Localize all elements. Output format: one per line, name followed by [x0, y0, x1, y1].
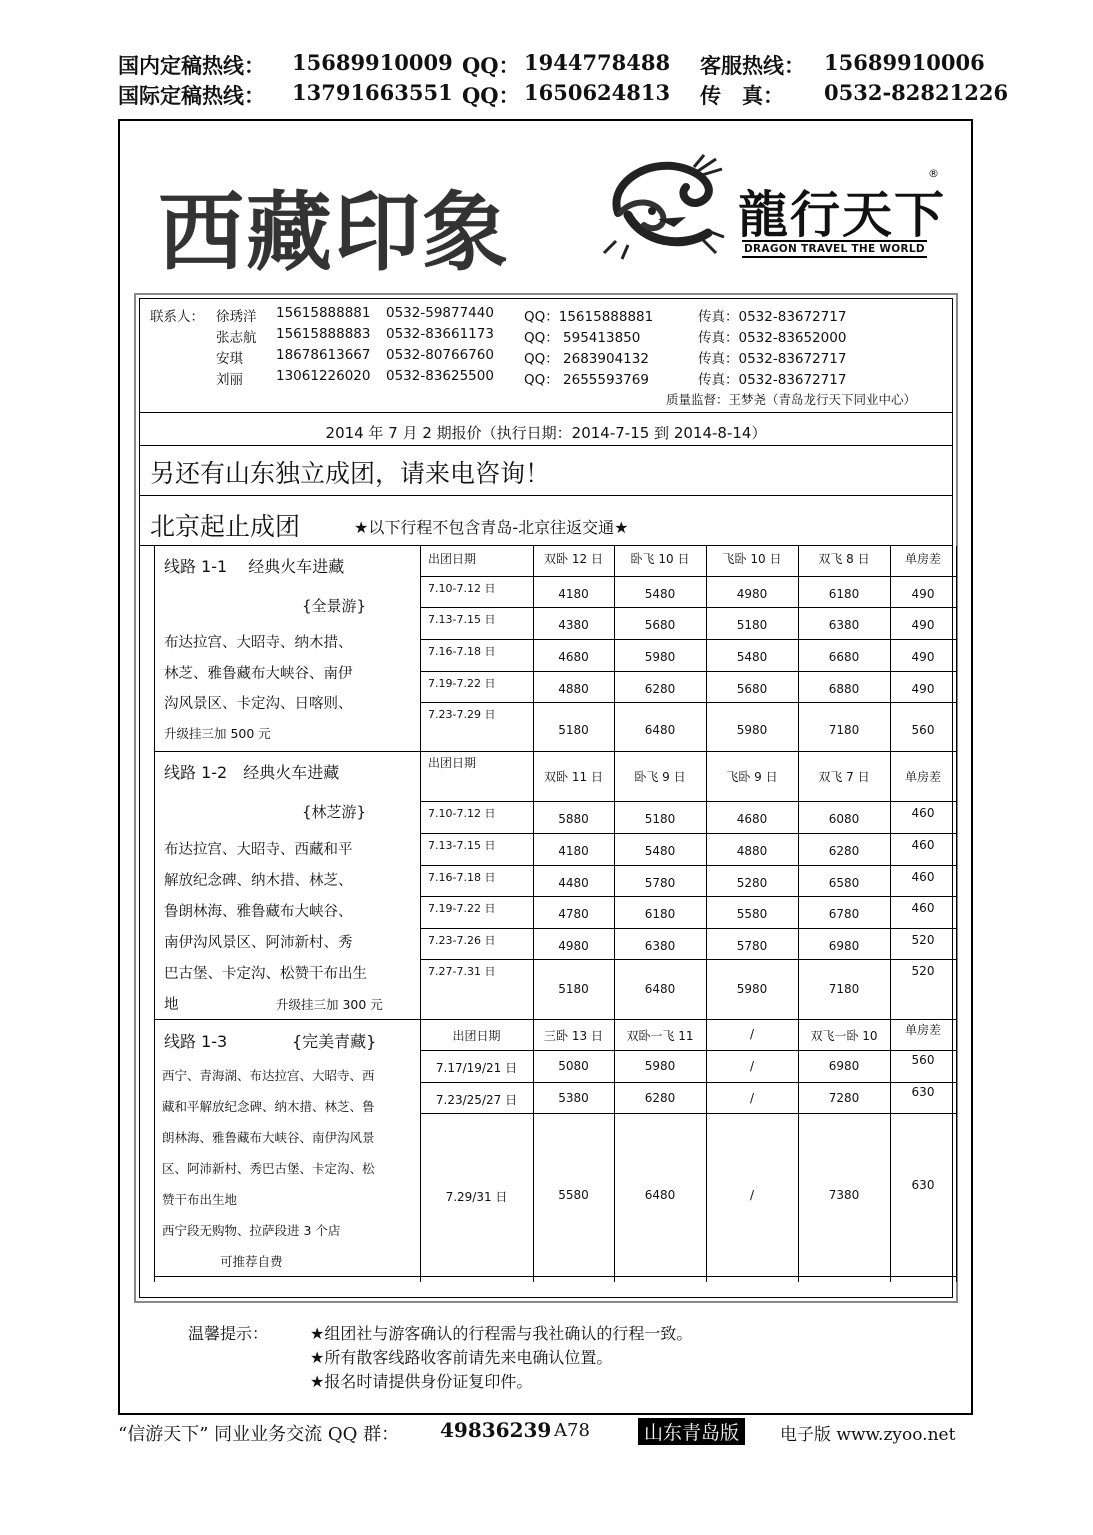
price-cell: 490 — [911, 618, 935, 632]
route-desc-line: 地 — [164, 997, 179, 1013]
dragon-logo-icon — [598, 153, 728, 263]
contact-name: 刘丽 — [216, 372, 243, 388]
route-sub: {全景游} — [302, 597, 367, 615]
price-cell: 5480 — [644, 587, 676, 601]
route-desc-line: 藏和平解放纪念碑、纳木措、林芝、鲁 — [162, 1099, 375, 1114]
price-cell: 6580 — [828, 876, 860, 890]
table-header: 双飞一卧 10 — [810, 1029, 878, 1043]
price-cell: 4180 — [558, 844, 589, 858]
price-cell: 4880 — [736, 844, 768, 858]
table-header: 单房差 — [904, 552, 941, 566]
price-cell: 6380 — [828, 618, 860, 632]
edition-badge: 山东青岛版 — [638, 1418, 745, 1445]
route-desc-line: 西宁段无购物、拉萨段进 3 个店 — [162, 1223, 341, 1238]
route-desc-line: 林芝、雅鲁藏布大峡谷、南伊 — [164, 666, 353, 682]
price-cell: 6480 — [644, 982, 676, 996]
table-header: 双卧 12 日 — [544, 552, 603, 566]
table-header: 双飞 8 日 — [818, 552, 870, 566]
price-cell: 5480 — [644, 844, 676, 858]
price-table — [154, 546, 957, 1282]
date-cell: 7.29/31 日 — [445, 1190, 508, 1204]
route-desc-line: 巴古堡、卡定沟、松赞干布出生 — [164, 966, 367, 982]
table-header: 单房差 — [904, 1023, 941, 1037]
price-cell: 490 — [911, 587, 935, 601]
date-cell: 7.13-7.15 日 — [428, 613, 496, 626]
qq-number: 1944778488 — [524, 50, 671, 75]
price-cell: 7380 — [828, 1188, 860, 1202]
date-cell: 7.19-7.22 日 — [428, 902, 496, 915]
registered-mark: ® — [928, 167, 939, 180]
price-cell: 5680 — [736, 682, 768, 696]
contact-fax: 传真：0532-83672717 — [698, 351, 847, 367]
footer — [118, 1418, 978, 1448]
price-cell: 6280 — [828, 844, 860, 858]
price-cell: 4380 — [558, 618, 589, 632]
contact-mobile: 18678613667 — [276, 347, 371, 363]
beijing-title: 北京起止成团 — [150, 512, 301, 541]
price-cell: 5780 — [736, 939, 768, 953]
contact-phone: 0532-80766760 — [386, 347, 494, 363]
route-name: 线路 1-3 — [164, 1032, 228, 1051]
route-desc-line: 区、阿沛新村、秀巴古堡、卡定沟、松 — [162, 1161, 375, 1176]
route-desc-line: 朗林海、雅鲁藏布大峡谷、南伊沟风景 — [162, 1130, 375, 1145]
tip-item: ★组团社与游客确认的行程需与我社确认的行程一致。 — [310, 1324, 693, 1343]
table-header: 双卧一飞 11 — [626, 1029, 694, 1043]
contact-fax: 传真：0532-83672717 — [698, 372, 847, 388]
price-cell: 4680 — [558, 650, 589, 664]
contact-phone: 0532-83661173 — [386, 326, 494, 342]
route-desc-line: 解放纪念碑、纳木措、林芝、 — [164, 873, 353, 889]
route-desc-line: 布达拉宫、大昭寺、西藏和平 — [164, 842, 353, 858]
route-desc-line: 赞干布出生地 — [162, 1192, 238, 1207]
intl-hotline-number: 13791663551 — [292, 80, 453, 105]
ad-frame — [118, 119, 973, 1415]
price-cell: 5280 — [736, 876, 768, 890]
date-cell: 7.17/19/21 日 — [435, 1061, 518, 1075]
price-cell: 5980 — [736, 723, 768, 737]
price-cell: 460 — [911, 806, 935, 820]
service-hotline-number: 15689910006 — [824, 50, 985, 75]
route-desc-line: 鲁朗林海、雅鲁藏布大峡谷、 — [164, 904, 353, 920]
price-cell: 6280 — [644, 682, 676, 696]
tips-label: 温馨提示： — [188, 1324, 269, 1343]
price-cell: 6980 — [828, 1059, 860, 1073]
qq-label: QQ： — [462, 53, 520, 78]
tip-item: ★所有散客线路收客前请先来电确认位置。 — [310, 1348, 613, 1367]
contact-mobile: 13061226020 — [276, 368, 371, 384]
contact-qq: QQ： 595413850 — [524, 330, 641, 346]
price-cell: 630 — [911, 1085, 935, 1099]
date-cell: 7.16-7.18 日 — [428, 645, 496, 658]
date-cell: 7.10-7.12 日 — [428, 807, 496, 820]
contact-name: 安琪 — [216, 351, 243, 367]
price-cell: / — [749, 1091, 755, 1105]
domestic-hotline-label: 国内定稿热线： — [118, 53, 265, 78]
price-cell: 6980 — [828, 939, 860, 953]
price-cell: 5980 — [644, 650, 676, 664]
route-name: 线路 1-1 经典火车进藏 — [164, 557, 345, 576]
price-cell: 520 — [911, 964, 935, 978]
website: 电子版 www.zyoo.net — [780, 1425, 956, 1445]
price-cell: 5180 — [558, 723, 589, 737]
tip-item: ★报名时请提供身份证复印件。 — [310, 1372, 533, 1391]
price-cell: 6880 — [828, 682, 860, 696]
qq-group-number: 49836239 — [440, 1418, 552, 1442]
table-header: 单房差 — [904, 770, 941, 784]
price-cell: 460 — [911, 870, 935, 884]
service-hotline-label: 客服热线： — [700, 53, 805, 78]
price-cell: 5180 — [644, 812, 676, 826]
price-panel — [134, 293, 958, 1303]
price-cell: 5480 — [736, 650, 768, 664]
price-cell: 560 — [911, 723, 935, 737]
price-cell: 520 — [911, 933, 935, 947]
route-desc-line: 南伊沟风景区、阿沛新村、秀 — [164, 935, 353, 951]
table-header: 出团日期 — [428, 756, 477, 770]
price-cell: 460 — [911, 838, 935, 852]
fax-number: 0532-82821226 — [824, 80, 1009, 105]
route-extra: 可推荐自费 — [220, 1254, 283, 1269]
contact-phone: 0532-59877440 — [386, 305, 494, 321]
table-header: / — [749, 1027, 755, 1041]
price-cell: 6780 — [828, 907, 860, 921]
divider — [140, 412, 952, 413]
price-cell: 4180 — [558, 587, 589, 601]
table-header: 卧飞 10 日 — [630, 552, 690, 566]
table-header: 出团日期 — [452, 1029, 501, 1043]
price-cell: / — [749, 1188, 755, 1202]
date-cell: 7.23/25/27 日 — [435, 1093, 518, 1107]
price-cell: 560 — [911, 1053, 935, 1067]
price-cell: 6180 — [644, 907, 676, 921]
contact-fax: 传真：0532-83652000 — [698, 330, 847, 346]
contact-mobile: 15615888881 — [276, 305, 371, 321]
brand-name: 龍行天下 — [738, 185, 946, 244]
date-cell: 7.16-7.18 日 — [428, 871, 496, 884]
qq-number: 1650624813 — [524, 80, 671, 105]
price-cell: 5980 — [644, 1059, 676, 1073]
price-cell: 5580 — [558, 1188, 589, 1202]
banner-title: 西藏印象 — [158, 183, 510, 283]
table-header: 飞卧 10 日 — [722, 552, 782, 566]
price-cell: 6480 — [644, 723, 676, 737]
contact-name: 张志航 — [216, 330, 257, 346]
route-sub: {完美青藏} — [292, 1032, 377, 1051]
price-cell: 4780 — [558, 907, 589, 921]
price-cell: 7280 — [828, 1091, 860, 1105]
contact-fax: 传真：0532-83672717 — [698, 309, 847, 325]
date-cell: 7.13-7.15 日 — [428, 839, 496, 852]
price-cell: 5880 — [558, 812, 589, 826]
price-cell: 5180 — [558, 982, 589, 996]
contact-qq: QQ：15615888881 — [524, 309, 654, 325]
price-cell: 6080 — [828, 812, 860, 826]
date-cell: 7.23-7.29 日 — [428, 708, 496, 721]
table-header: 三卧 13 日 — [544, 1029, 603, 1043]
route-sub: {林芝游} — [302, 803, 367, 821]
date-cell: 7.23-7.26 日 — [428, 934, 496, 947]
beijing-note: ★以下行程不包含青岛-北京往返交通★ — [354, 518, 629, 537]
price-cell: 5780 — [644, 876, 676, 890]
table-header: 出团日期 — [428, 552, 477, 566]
price-cell: 5980 — [736, 982, 768, 996]
contact-qq: QQ： 2655593769 — [524, 372, 649, 388]
price-cell: 5380 — [558, 1091, 589, 1105]
table-header: 卧飞 9 日 — [634, 770, 686, 784]
price-cell: 5680 — [644, 618, 676, 632]
table-header: 双飞 7 日 — [818, 770, 870, 784]
contacts-label: 联系人： — [150, 309, 204, 325]
contact-phone: 0532-83625500 — [386, 368, 494, 384]
table-header: 飞卧 9 日 — [726, 770, 778, 784]
price-cell: 4980 — [736, 587, 768, 601]
price-cell: 6380 — [644, 939, 676, 953]
contact-mobile: 15615888883 — [276, 326, 371, 342]
quality-supervisor: 质量监督：王梦尧（青岛龙行天下同业中心） — [666, 392, 917, 407]
price-cell: 4980 — [558, 939, 589, 953]
fax-label: 传 真： — [700, 83, 784, 108]
price-cell: 490 — [911, 650, 935, 664]
divider — [140, 445, 952, 446]
table-header: 双卧 11 日 — [544, 770, 603, 784]
shandong-notice: 另还有山东独立成团，请来电咨询！ — [150, 459, 551, 488]
price-cell: 490 — [911, 682, 935, 696]
price-cell: 4880 — [558, 682, 589, 696]
price-cell: 6280 — [644, 1091, 676, 1105]
price-period: 2014 年 7 月 2 期报价（执行日期：2014-7-15 到 2014-8-14） — [325, 424, 767, 442]
contact-qq: QQ： 2683904132 — [524, 351, 649, 367]
price-cell: 5580 — [736, 907, 768, 921]
price-cell: 6180 — [828, 587, 860, 601]
route-desc-line: 布达拉宫、大昭寺、纳木措、 — [164, 635, 353, 651]
price-cell: 5080 — [558, 1059, 589, 1073]
date-cell: 7.27-7.31 日 — [428, 965, 496, 978]
contact-name: 徐琇洋 — [216, 309, 257, 325]
price-cell: 630 — [911, 1178, 935, 1192]
price-cell: / — [749, 1059, 755, 1073]
route-desc-line: 西宁、青海湖、布达拉宫、大昭寺、西 — [162, 1068, 375, 1083]
price-cell: 7180 — [828, 982, 860, 996]
qq-group-label: “信游天下” 同业业务交流 QQ 群： — [118, 1424, 400, 1445]
route-extra: 升级挂三加 300 元 — [276, 997, 383, 1012]
intl-hotline-label: 国际定稿热线： — [118, 83, 265, 108]
route-name: 线路 1-2 经典火车进藏 — [164, 763, 340, 782]
price-cell: 7180 — [828, 723, 860, 737]
page-number: A78 — [554, 1420, 590, 1441]
route-extra: 升级挂三加 500 元 — [164, 726, 271, 741]
date-cell: 7.10-7.12 日 — [428, 582, 496, 595]
date-cell: 7.19-7.22 日 — [428, 677, 496, 690]
price-cell: 460 — [911, 901, 935, 915]
brand-slogan: DRAGON TRAVEL THE WORLD — [742, 240, 927, 258]
price-cell: 4680 — [736, 812, 768, 826]
route-desc-line: 沟风景区、卡定沟、日喀则、 — [164, 696, 353, 712]
qq-label: QQ： — [462, 83, 520, 108]
price-cell: 5180 — [736, 618, 768, 632]
price-cell: 6680 — [828, 650, 860, 664]
price-cell: 6480 — [644, 1188, 676, 1202]
divider — [140, 495, 952, 496]
price-cell: 4480 — [558, 876, 589, 890]
domestic-hotline-number: 15689910009 — [292, 50, 453, 75]
